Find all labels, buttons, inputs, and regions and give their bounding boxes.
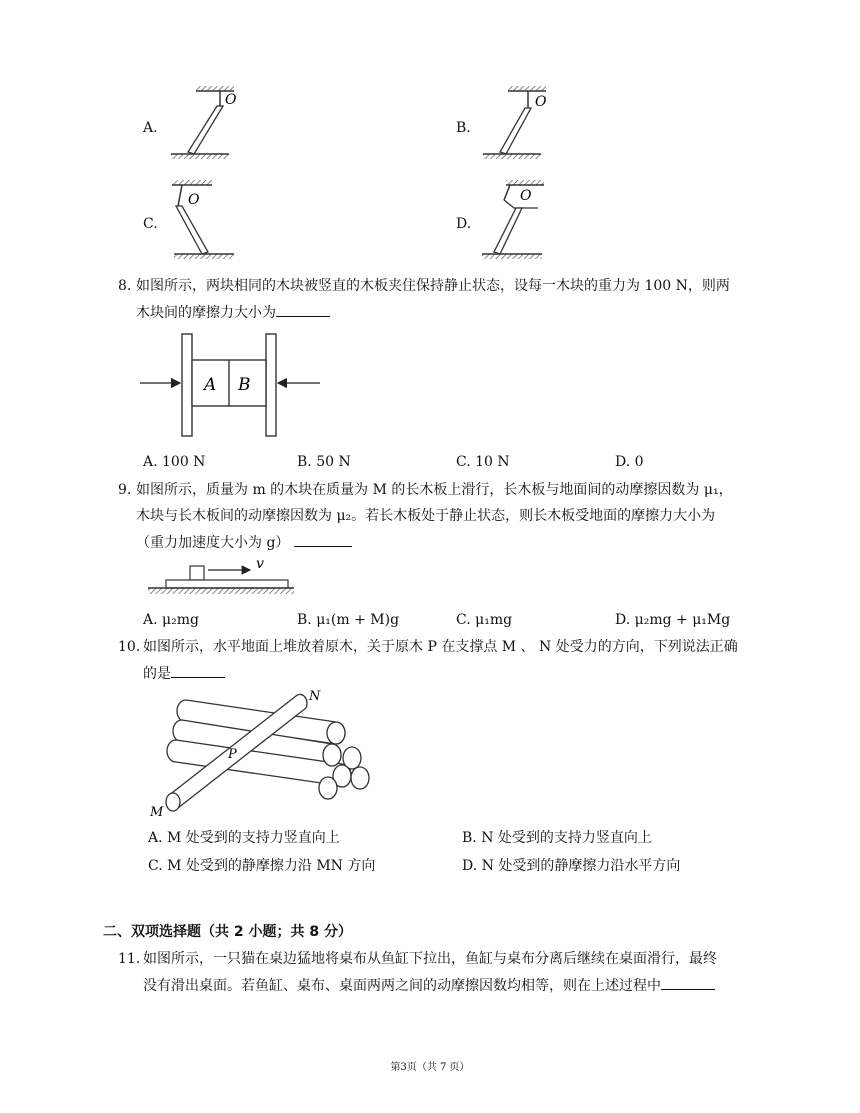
q10-label-m: M [150,805,164,820]
q9-option-a: A. μ₂mg [143,612,199,628]
q10-option-c: C. M 处受到的静摩擦力沿 MN 方向 [148,858,376,874]
q8-stem-line2 [136,302,330,323]
q8-block-a-label: A [204,375,217,395]
q10-stem-line1: 如图所示，水平地面上堆放着原木，关于原木 P 在支撑点 M 、 N 处受力的方向，下列说法正确 [143,639,738,655]
q10-answer-blank[interactable] [171,663,225,678]
q10-option-a: A. M 处受到的支持力竖直向上 [148,830,340,846]
q10-figure [146,688,376,818]
q9-stem-line1: 如图所示，质量为 m 的木块在质量为 M 的长木板上滑行，长木板与地面间的动摩擦因数为 μ₁， [136,482,733,498]
q10-stem-line2 [143,663,225,684]
q9-number: 9. [118,482,132,498]
q7-pivot-label-b: O [535,94,547,110]
q8-block-b-label: B [238,375,251,395]
q11-answer-blank[interactable] [661,975,715,990]
q7-figure-c [168,178,268,262]
q7-figure-a [168,84,268,164]
page-footer: 第3页（共 7 页） [390,1062,470,1073]
q8-option-a: A. 100 N [143,454,206,470]
q10-option-d: D. N 处受到的静摩擦力沿水平方向 [462,858,681,874]
q9-option-b: B. μ₁(m + M)g [297,612,400,628]
q9-stem-line3 [136,532,352,553]
q7-pivot-label-d: O [520,188,532,204]
q7-option-b-label: B. [456,120,471,136]
q8-option-d: D. 0 [615,454,644,470]
q9-figure [146,558,296,608]
q10-option-b: B. N 处受到的支持力竖直向上 [462,830,652,846]
q10-stem-line2-text: 的是 [143,666,171,682]
q7-option-a-label: A. [143,120,158,136]
q7-option-c-label: C. [143,216,158,232]
q11-stem-line2-text: 没有滑出桌面。若鱼缸、桌布、桌面两两之间的动摩擦因数均相等，则在上述过程中 [143,978,661,994]
q9-velocity-label: v [256,556,264,572]
q8-answer-blank[interactable] [276,302,330,317]
section2-title: 二、双项选择题（共 2 小题；共 8 分） [103,924,352,940]
q7-option-d-label: D. [456,216,472,232]
q10-number: 10. [118,639,141,655]
q8-option-b: B. 50 N [297,454,351,470]
q9-stem-line2: 木块与长木板间的动摩擦因数为 μ₂。若长木板处于静止状态，则长木板受地面的摩擦力大小为 [136,508,716,524]
q7-figure-b [480,84,580,164]
q7-pivot-label-a: O [225,92,237,108]
q8-stem-line1: 如图所示，两块相同的木块被竖直的木板夹住保持静止状态，设每一木块的重力为 100 N，则两 [136,278,730,294]
q8-figure [138,332,328,440]
q9-option-c: C. μ₁mg [456,612,513,628]
q10-label-n: N [309,689,321,704]
q9-stem-line3-text: （重力加速度大小为 g） [136,535,290,551]
q7-pivot-label-c: O [188,192,200,208]
q10-label-p: P [228,747,237,762]
q7-figure-d [480,178,580,262]
q11-number: 11. [118,951,141,967]
q8-stem-line2-text: 木块间的摩擦力大小为 [136,305,276,321]
q11-stem-line1: 如图所示，一只猫在桌边猛地将桌布从鱼缸下拉出，鱼缸与桌布分离后继续在桌面滑行，最终 [143,951,717,967]
q8-option-c: C. 10 N [456,454,510,470]
q11-stem-line2 [143,975,715,996]
q9-answer-blank[interactable] [294,532,352,547]
q9-option-d: D. μ₂mg + μ₁Mg [615,612,731,628]
q8-number: 8. [118,278,132,294]
